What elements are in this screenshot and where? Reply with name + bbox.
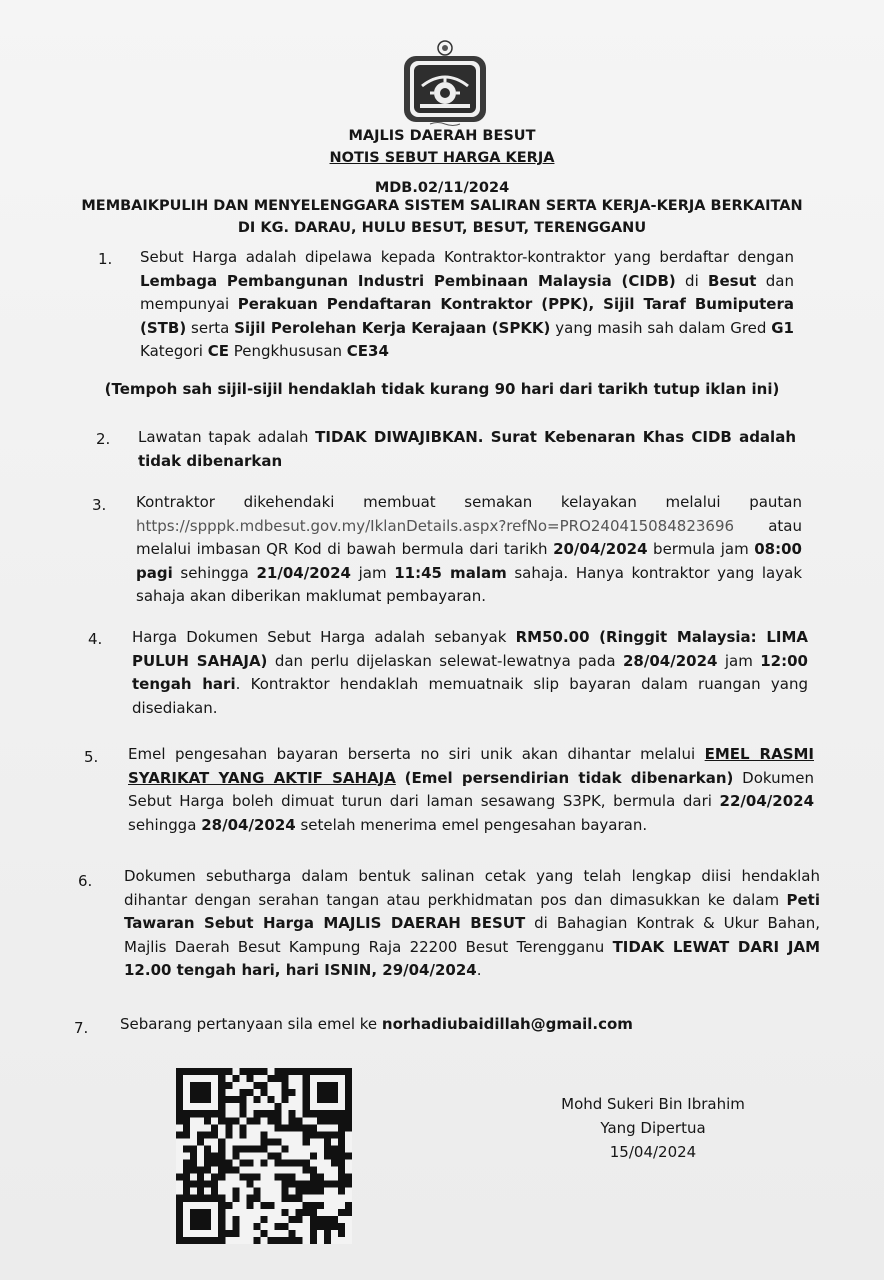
signatory-name: Mohd Sukeri Bin Ibrahim (561, 1095, 745, 1113)
item-number-1: 1. (98, 250, 113, 268)
contact-email[interactable]: norhadiubaidillah@gmail.com (381, 1015, 633, 1033)
project-title-line1: MEMBAIKPULIH DAN MENYELENGGARA SISTEM SALIRAN SERTA KERJA-KERJA BERKAITAN (81, 198, 803, 214)
signature-block (520, 1092, 786, 1164)
council-crest-icon (402, 38, 488, 128)
item-4-text: Harga Dokumen Sebut Harga adalah sebanyak RM50.00 (Ringgit Malaysia: LIMA PULUH SAHAJA) dan perlu dijelaskan selewat-lewatnya pada 28/04/2024 jam 12:00 tengah hari. Kontraktor hendaklah memuatnaik slip bayaran dalam ruangan yang disediakan. (132, 628, 808, 717)
signature-date: 15/04/2024 (609, 1143, 697, 1161)
signatory-position: Yang Dipertua (600, 1119, 706, 1137)
item-5-text: Emel pengesahan bayaran berserta no siri unik akan dihantar melalui EMEL RASMI SYARIKAT YANG AKTIF SAHAJA (Emel persendirian tidak dibenarkan) Dokumen Sebut Harga boleh dimuat turun dari laman sesawang S3PK, bermula dari 22/04/2024 sehingga 28/04/2024 setelah menerima emel pengesahan bayaran. (128, 745, 814, 834)
eligibility-link[interactable]: https://spppk.mdbesut.gov.my/IklanDetails.aspx?refNo=PRO240415084823696 (136, 516, 735, 535)
item-number-7: 7. (74, 1019, 89, 1037)
item-number-3: 3. (92, 496, 107, 514)
reference-number: MDB.02/11/2024 (374, 180, 510, 196)
item-1-text: Sebut Harga adalah dipelawa kepada Kontraktor-kontraktor yang berdaftar dengan Lembaga Pembangunan Industri Pembinaan Malaysia (CIDB) di Besut dan mempunyai Perakuan Pendaftaran Kontraktor (PPK), Sijil Taraf Bumiputera (STB) serta Sijil Perolehan Kerja Kerajaan (SPKK) yang masih sah dalam Gred G1 Kategori CE Pengkhususan CE34 (140, 248, 794, 360)
item-2-text: Lawatan tapak adalah TIDAK DIWAJIBKAN. Surat Kebenaran Khas CIDB adalah tidak dibenarkan (138, 428, 797, 470)
project-title-line2: DI KG. DARAU, HULU BESUT, BESUT, TERENGGANU (237, 220, 647, 236)
item-6-text: Dokumen sebutharga dalam bentuk salinan cetak yang telah lengkap diisi hendaklah dihantar dengan serahan tangan atau perkhidmatan pos dan dimasukkan ke dalam Peti Tawaran Sebut Harga MAJLIS DAERAH BESUT di Bahagian Kontrak & Ukur Bahan, Majlis Daerah Besut Kampung Raja 22200 Besut Terengganu TIDAK LEWAT DARI JAM 12.00 tengah hari, hari ISNIN, 29/04/2024. (124, 867, 820, 979)
item-7-text: Sebarang pertanyaan sila emel ke norhadiubaidillah@gmail.com (120, 1015, 633, 1033)
notice-title: NOTIS SEBUT HARGA KERJA (329, 150, 555, 166)
item-number-2: 2. (96, 430, 111, 448)
item-number-5: 5. (84, 748, 99, 766)
council-name: MAJLIS DAERAH BESUT (348, 128, 536, 144)
validity-note: (Tempoh sah sijil-sijil hendaklah tidak kurang 90 hari dari tarikh tutup iklan ini) (104, 380, 780, 398)
item-3-text: Kontraktor dikehendaki membuat semakan kelayakan melalui pautan https://spppk.mdbesut.gov.my/IklanDetails.aspx?refNo=PRO240415084823696 atau melalui imbasan QR Kod di bawah bermula dari tarikh 20/04/2024 bermula jam 08:00 pagi sehingga 21/04/2024 jam 11:45 malam sahaja. Hanya kontraktor yang layak sahaja akan diberikan maklumat pembayaran. (136, 493, 803, 605)
item-number-6: 6. (78, 872, 93, 890)
qr-code-icon[interactable] (176, 1066, 352, 1246)
item-number-4: 4. (88, 630, 103, 648)
